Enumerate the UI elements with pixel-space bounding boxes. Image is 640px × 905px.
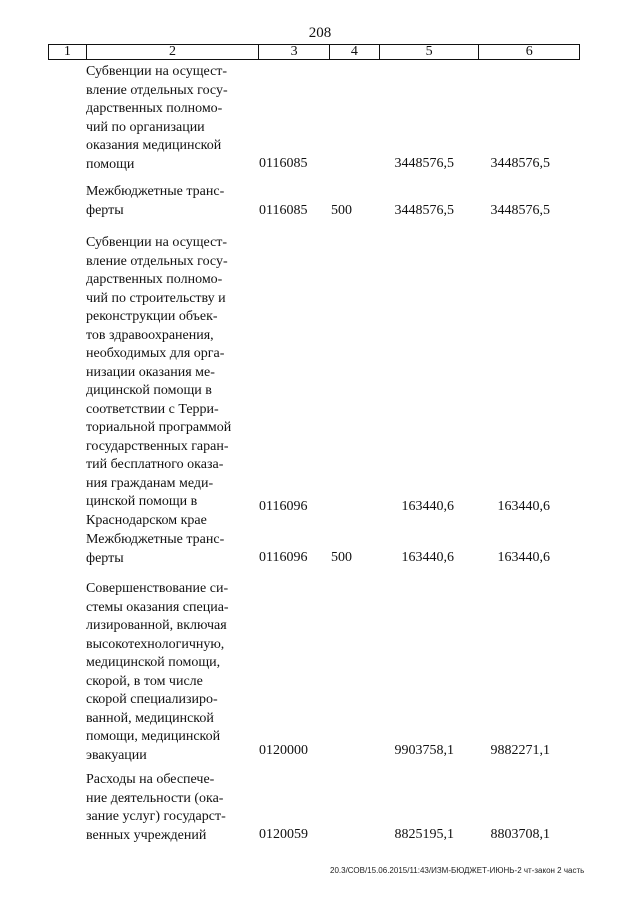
row-description: Субвенции на осущест- вление отдельных госу- дарственных полномо- чий по организации оказания медицинской помощи [86,64,228,172]
row-amount-6: 163440,6 [497,550,550,565]
column-header-1: 1 [49,45,87,59]
row-expense-type: 500 [331,550,352,565]
row-expense-type: 500 [331,203,352,218]
row-amount-6: 3448576,5 [490,203,550,218]
row-amount-5: 9903758,1 [394,743,454,758]
row-description: Межбюджетные транс- ферты [86,184,225,218]
row-code: 0116085 [259,203,308,218]
row-code: 0120059 [259,827,308,842]
row-amount-6: 163440,6 [497,499,550,514]
row-amount-6: 3448576,5 [490,156,550,171]
row-amount-6: 9882271,1 [490,743,550,758]
row-code: 0116096 [259,550,308,565]
row-amount-5: 163440,6 [401,499,454,514]
page-number: 208 [308,25,332,41]
row-code: 0116085 [259,156,308,171]
row-description: Межбюджетные транс- ферты [86,532,225,566]
row-description: Расходы на обеспече- ние деятельности (ока- зание услуг) государст- венных учреждений [86,772,226,843]
document-footer: 20.3/СОВ/15.06.2015/11:43/ИЗМ-БЮДЖЕТ-ИЮНЬ-2 чт-закон 2 часть [330,866,585,875]
row-description: Совершенствование си- стемы оказания специа- лизированной, включая высокотехнологичную, медицинской помощи, скорой, в том числе скорой специализиро- ванной, медицинской помощи, медицинской эвакуации [86,581,229,763]
row-amount-6: 8803708,1 [490,827,550,842]
row-code: 0120000 [259,743,308,758]
row-code: 0116096 [259,499,308,514]
column-header-2: 2 [87,45,259,59]
row-amount-5: 3448576,5 [394,203,454,218]
row-description: Субвенции на осущест- вление отдельных госу- дарственных полномо- чий по строительству и реконструкции объек- тов здравоохранения, необходимых для орга- низации оказания ме- дицинской помощи в соответствии с Терри- ториальной программой государственных гаран- тий бесплатного оказа- ния гражданам меди- цинской помощи в Краснодарском крае [86,235,232,528]
column-header-5: 5 [380,45,480,59]
column-header-3: 3 [259,45,330,59]
row-amount-5: 8825195,1 [394,827,454,842]
row-amount-5: 163440,6 [401,550,454,565]
column-header-4: 4 [330,45,380,59]
column-header-6: 6 [525,44,533,59]
row-amount-5: 3448576,5 [394,156,454,171]
